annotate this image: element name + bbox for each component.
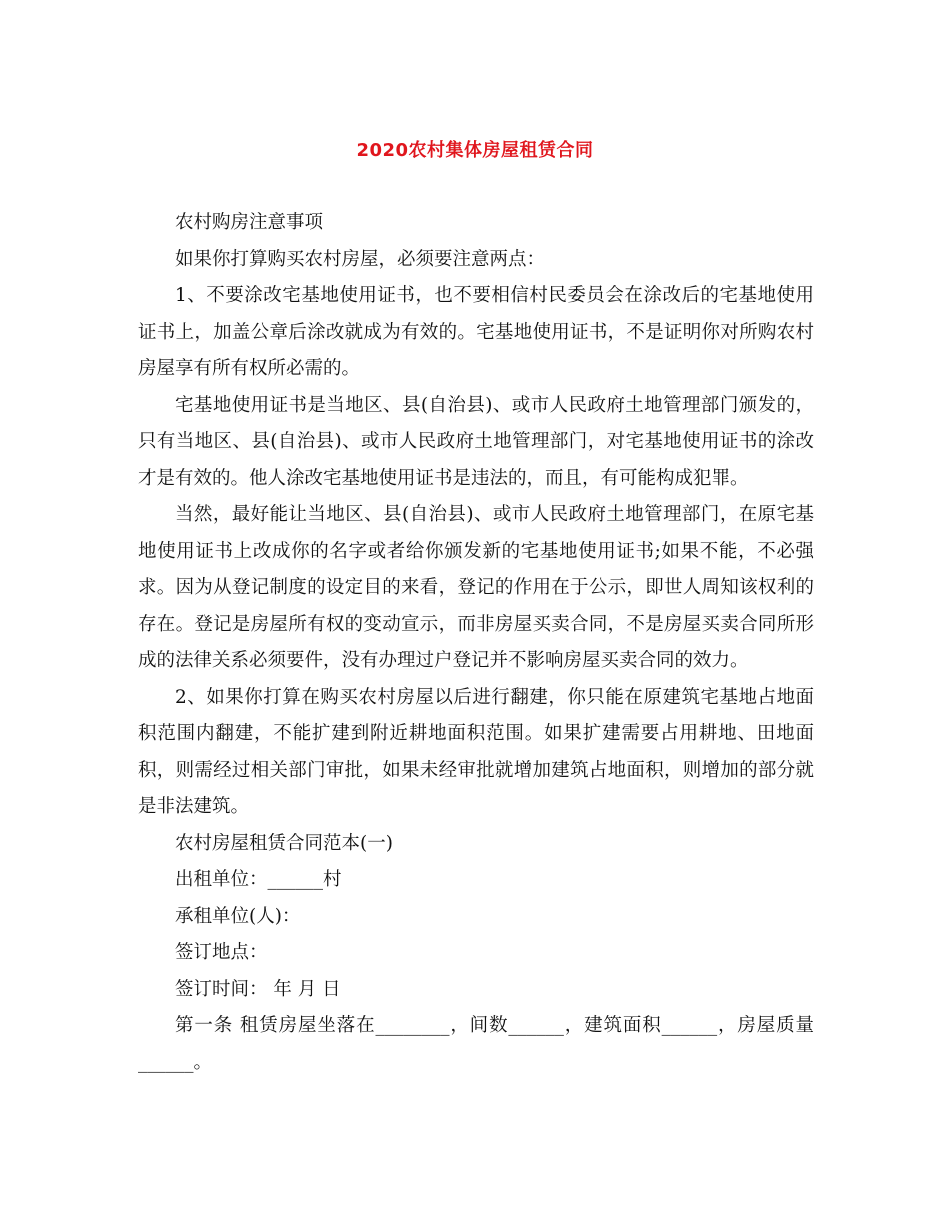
- document-body: [138, 205, 814, 1081]
- paragraph-point-2: 2、如果你打算在购买农村房屋以后进行翻建，你只能在原建筑宅基地占地面积范围内翻建，不能扩建到附近耕地面积范围。如果扩建需要占用耕地、田地面积，则需经过相关部门审批，如果未经审批就增加建筑占地面积，则增加的部分就是非法建筑。: [138, 686, 814, 817]
- paragraph-point-1: 1、不要涂改宅基地使用证书，也不要相信村民委员会在涂改后的宅基地使用证书上，加盖公章后涂改就成为有效的。宅基地使用证书，不是证明你对所购农村房屋享有所有权所必需的。: [138, 285, 814, 379]
- paragraph-signing-time: 签订时间： 年 月 日: [175, 978, 341, 1000]
- paragraph-lessee: 承租单位(人)：: [175, 905, 301, 927]
- paragraph-heading-notes: 农村购房注意事项: [175, 212, 324, 233]
- paragraph-registration: 当然，最好能让当地区、县(自治县)、或市人民政府土地管理部门，在原宅基地使用证书上改成你的名字或者给你颁发新的宅基地使用证书;如果不能，不必强求。因为从登记制度的设定目的来看，登记的作用在于公示，即世人周知该权利的存在。登记是房屋所有权的变动宣示，而非房屋买卖合同，不是房屋买卖合同所形成的法律关系必须要件，没有办理过户登记并不影响房屋买卖合同的效力。: [138, 504, 814, 671]
- paragraph-certificate: 宅基地使用证书是当地区、县(自治县)、或市人民政府土地管理部门颁发的，只有当地区、县(自治县)、或市人民政府土地管理部门，对宅基地使用证书的涂改才是有效的。他人涂改宅基地使用证书是违法的，而且，有可能构成犯罪。: [138, 394, 814, 489]
- paragraph-signing-place: 签订地点：: [175, 942, 268, 963]
- document-title: 2020农村集体房屋租赁合同: [356, 140, 594, 161]
- paragraph-lessor: 出租单位：______村: [175, 869, 342, 890]
- paragraph-article-1: 第一条 租赁房屋坐落在________，间数______，建筑面积______，房屋质量______。: [138, 1015, 814, 1073]
- paragraph-intro: 如果你打算购买农村房屋，必须要注意两点：: [175, 248, 546, 270]
- paragraph-contract-heading: 农村房屋租赁合同范本(一): [175, 832, 393, 854]
